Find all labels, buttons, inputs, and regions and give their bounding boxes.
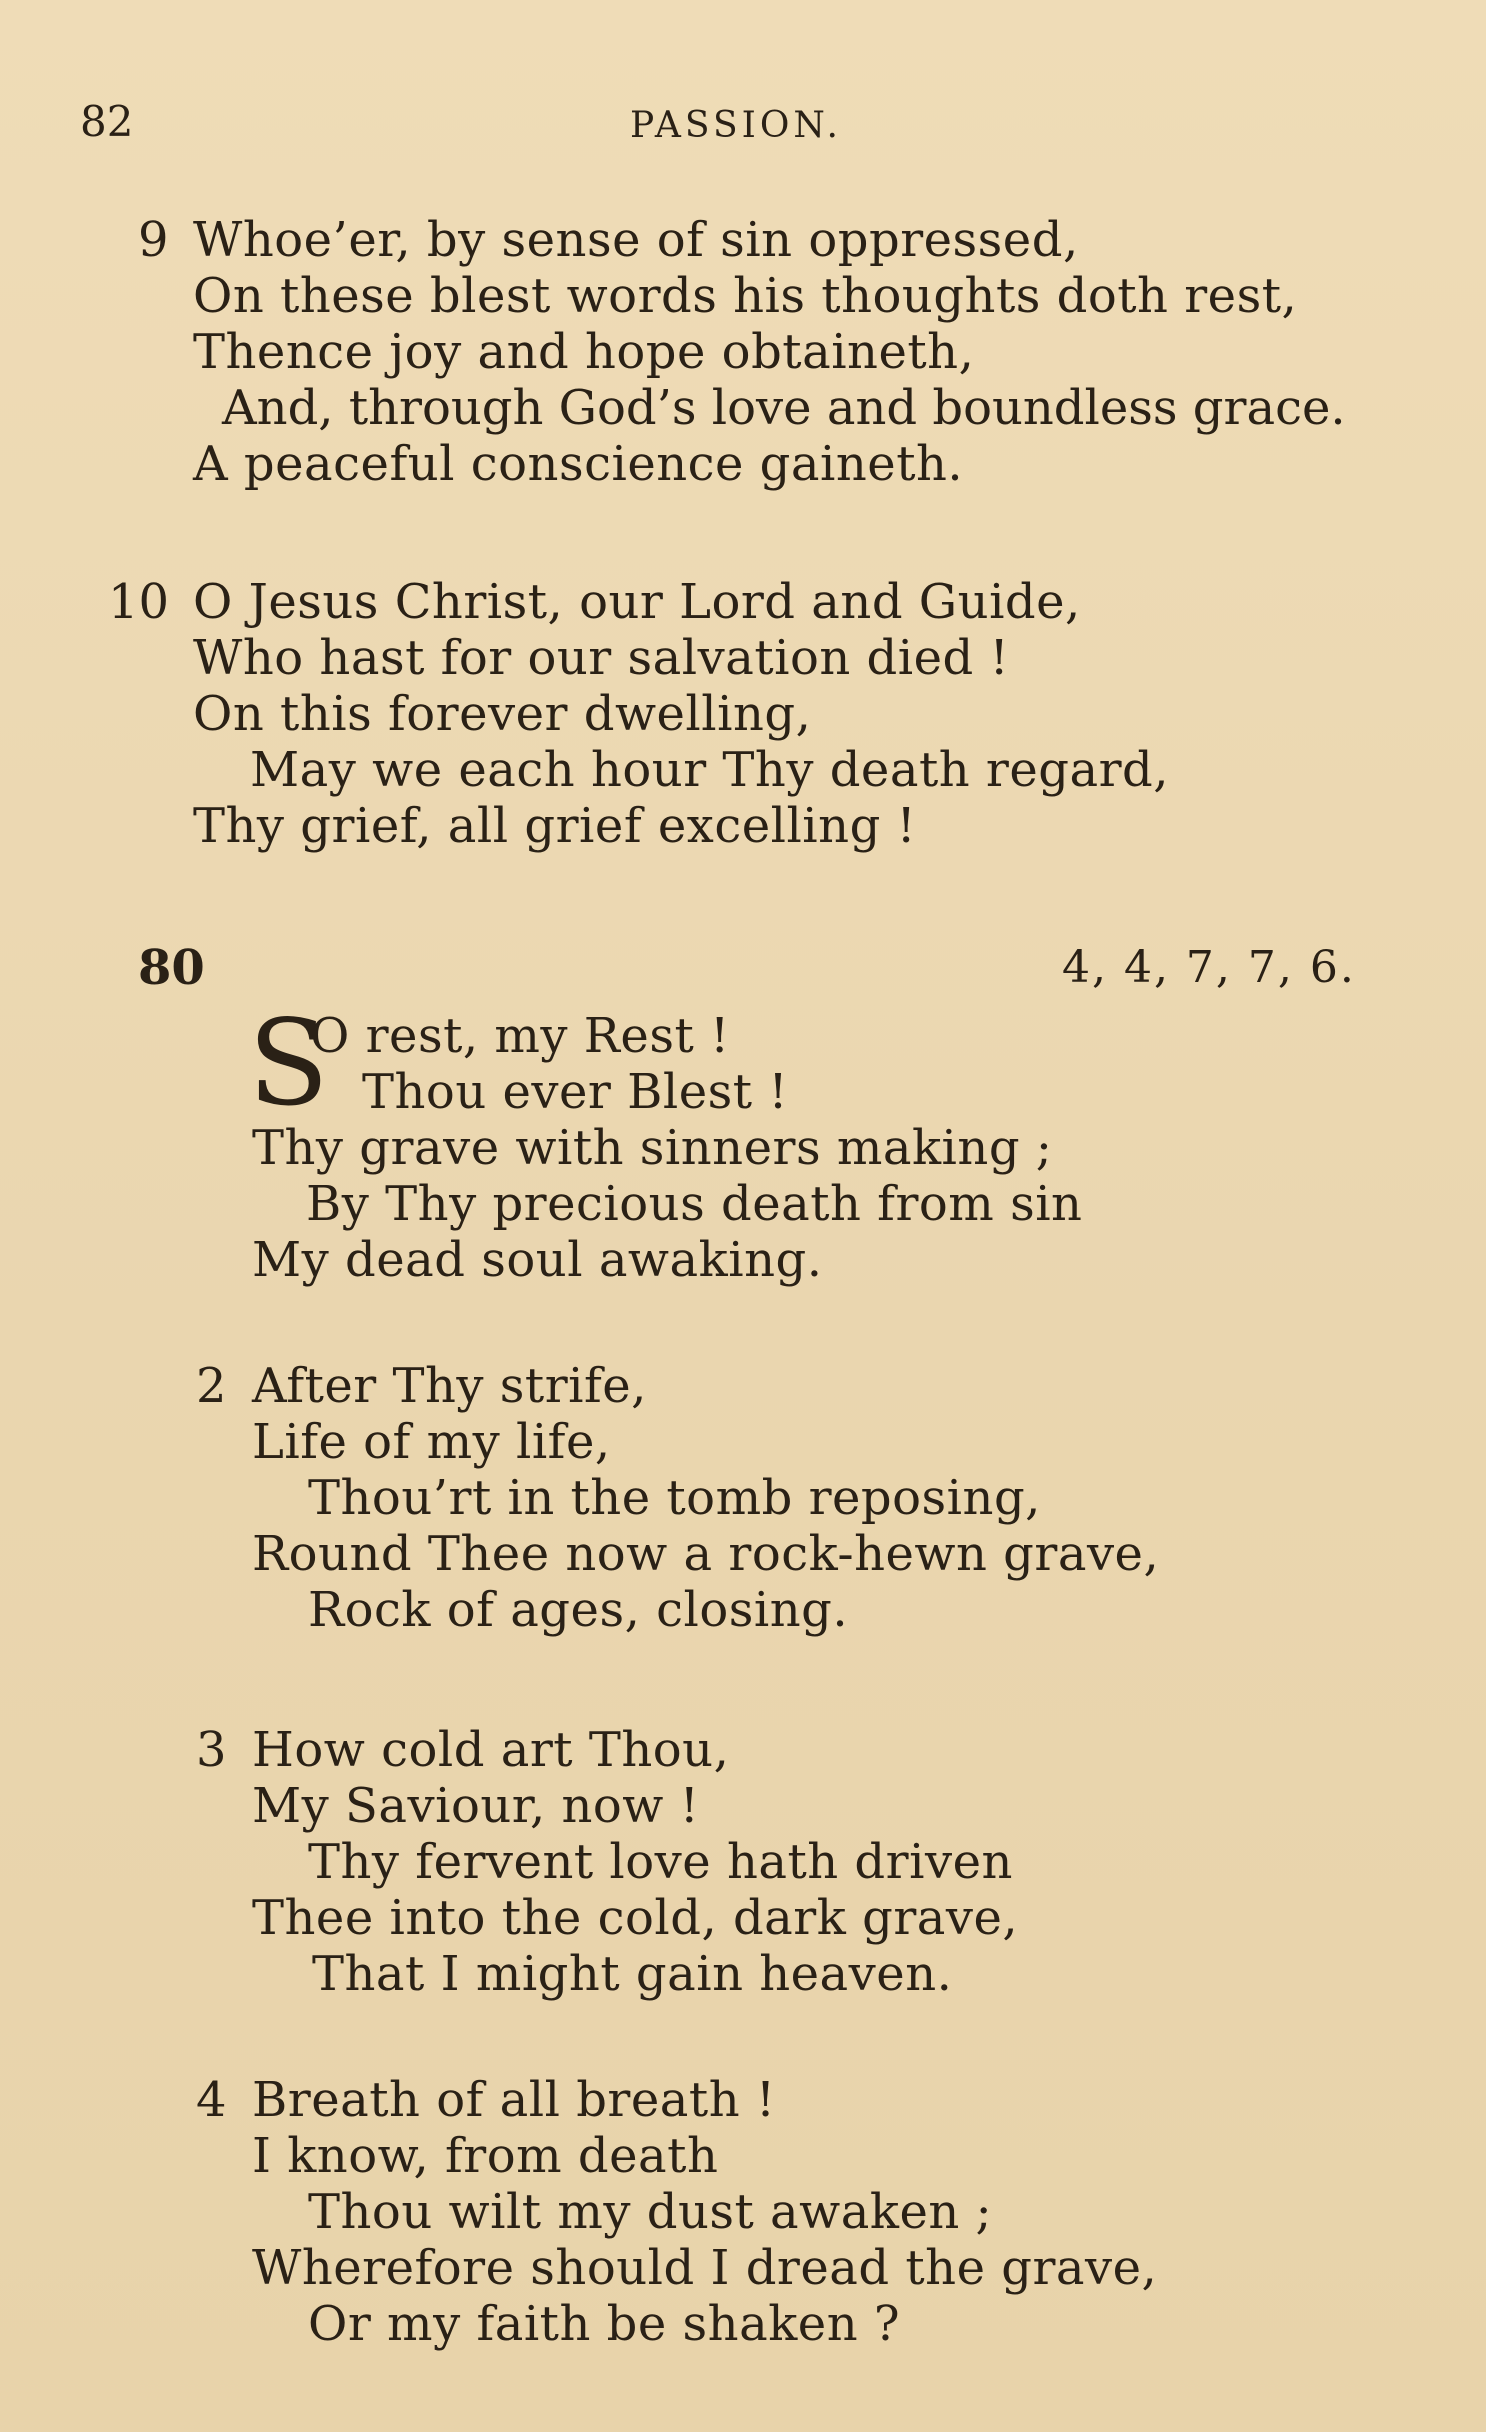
page-number: 82: [80, 97, 134, 146]
verse-line: And, through God’s love and boundless grace.: [222, 380, 1346, 436]
verse-line: I know, from death: [252, 2128, 719, 2184]
verse-line: O rest, my Rest !: [310, 1008, 730, 1064]
verse-line: Round Thee now a rock-hewn grave,: [252, 1526, 1160, 1582]
verse-line: That I might gain heaven.: [312, 1946, 953, 2002]
verse-line: My dead soul awaking.: [252, 1232, 823, 1288]
stanza-number: 9: [138, 212, 169, 268]
verse-line: O Jesus Christ, our Lord and Guide,: [193, 574, 1081, 630]
verse-line: Thy grief, all grief excelling !: [193, 798, 917, 854]
verse-line: Life of my life,: [252, 1414, 611, 1470]
verse-line: Thou ever Blest !: [362, 1064, 789, 1120]
verse-line: My Saviour, now !: [252, 1778, 700, 1834]
page-header: [0, 92, 1486, 152]
stanza-number: 10: [108, 574, 170, 630]
verse-line: Whoe’er, by sense of sin oppressed,: [193, 212, 1079, 268]
verse-line: Wherefore should I dread the grave,: [252, 2240, 1158, 2296]
verse-line: Thou wilt my dust awaken ;: [308, 2184, 993, 2240]
drop-cap: S: [248, 994, 329, 1132]
verse-line: After Thy strife,: [252, 1358, 647, 1414]
verse-line: How cold art Thou,: [252, 1722, 730, 1778]
hymn-meter: 4, 4, 7, 7, 6.: [1062, 942, 1356, 993]
verse-line: Who hast for our salvation died !: [193, 630, 1010, 686]
verse-line: Thou’rt in the tomb reposing,: [308, 1470, 1041, 1526]
hymn-number: 80: [138, 940, 205, 996]
verse-line: Thee into the cold, dark grave,: [252, 1890, 1019, 1946]
verse-line: Rock of ages, closing.: [308, 1582, 849, 1638]
verse-line: Or my faith be shaken ?: [308, 2296, 901, 2352]
running-title: PASSION.: [630, 105, 842, 146]
verse-line: By Thy precious death from sin: [306, 1176, 1083, 1232]
verse-line: May we each hour Thy death regard,: [250, 742, 1170, 798]
verse-line: Thy grave with sinners making ;: [252, 1120, 1053, 1176]
verse-line: Thence joy and hope obtaineth,: [193, 324, 975, 380]
verse-line: Breath of all breath !: [252, 2072, 776, 2128]
stanza-number: 4: [196, 2072, 227, 2128]
stanza-number: 3: [196, 1722, 227, 1778]
stanza-number: 2: [196, 1358, 227, 1414]
verse-line: Thy fervent love hath driven: [308, 1834, 1013, 1890]
verse-line: A peaceful conscience gaineth.: [193, 436, 964, 492]
verse-line: On these blest words his thoughts doth rest,: [193, 268, 1298, 324]
verse-line: On this forever dwelling,: [193, 686, 812, 742]
